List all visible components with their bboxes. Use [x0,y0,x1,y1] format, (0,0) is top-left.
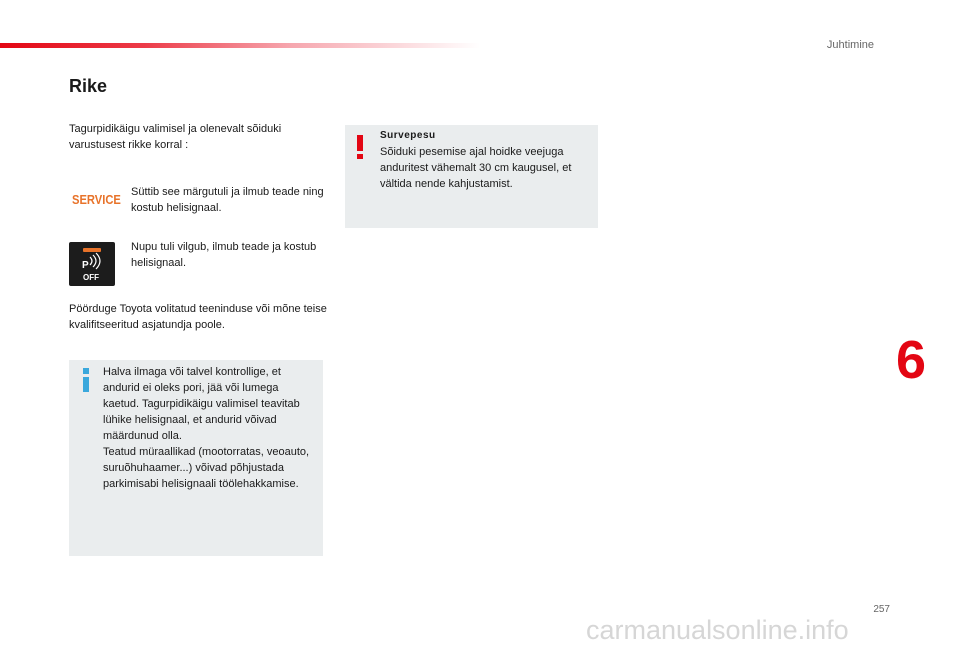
info-note-box [69,360,323,556]
page-number: 257 [873,604,890,615]
off-label: OFF [83,273,99,282]
info-note-text: Halva ilmaga või talvel kontrollige, et andurid ei oleks pori, jää või lumega kaetud. Tagurpidikäigu valimisel teavitab lühike helisignaal, et andurid võivad määrdunud olla. Teatud müraallikad (mootorratas, veoauto, suruõhuhaamer...) võivad põhjustada parkimisabi helisignaali töölehakkamise. [103,366,310,490]
watermark: carmanualsonline.info [586,615,849,645]
park-sensor-icon [69,242,115,286]
service-warning-icon: SERVICE [72,192,121,207]
info-icon [81,368,91,392]
section-heading: Rike [69,76,108,96]
warning-note-box [345,125,598,228]
warning-note-text: Sõiduki pesemise ajal hoidke veejuga anduritest vähemalt 30 cm kaugusel, et vältida nende kahjustamist. [380,146,572,190]
exclamation-icon [357,135,363,159]
svg-text:P: P [82,260,89,271]
service-item-text: Süttib see märgutuli ja ilmub teade ning kostub helisignaal. [131,186,324,214]
contact-text: Pöörduge Toyota volitatud teeninduse või mõne teise kvalifitseeritud asjatundja poole. [69,303,327,331]
header-accent-bar [0,43,480,48]
chapter-number: 6 [895,330,927,390]
park-assist-off-icon [69,242,115,286]
warning-note-title: Survepesu [380,130,436,141]
park-item-text: Nupu tuli vilgub, ilmub teade ja kostub helisignaal. [131,241,317,269]
chapter-title: Juhtimine [826,39,874,51]
intro-text: Tagurpidikäigu valimisel ja olenevalt sõiduki varustusest rikke korral : [69,123,282,151]
